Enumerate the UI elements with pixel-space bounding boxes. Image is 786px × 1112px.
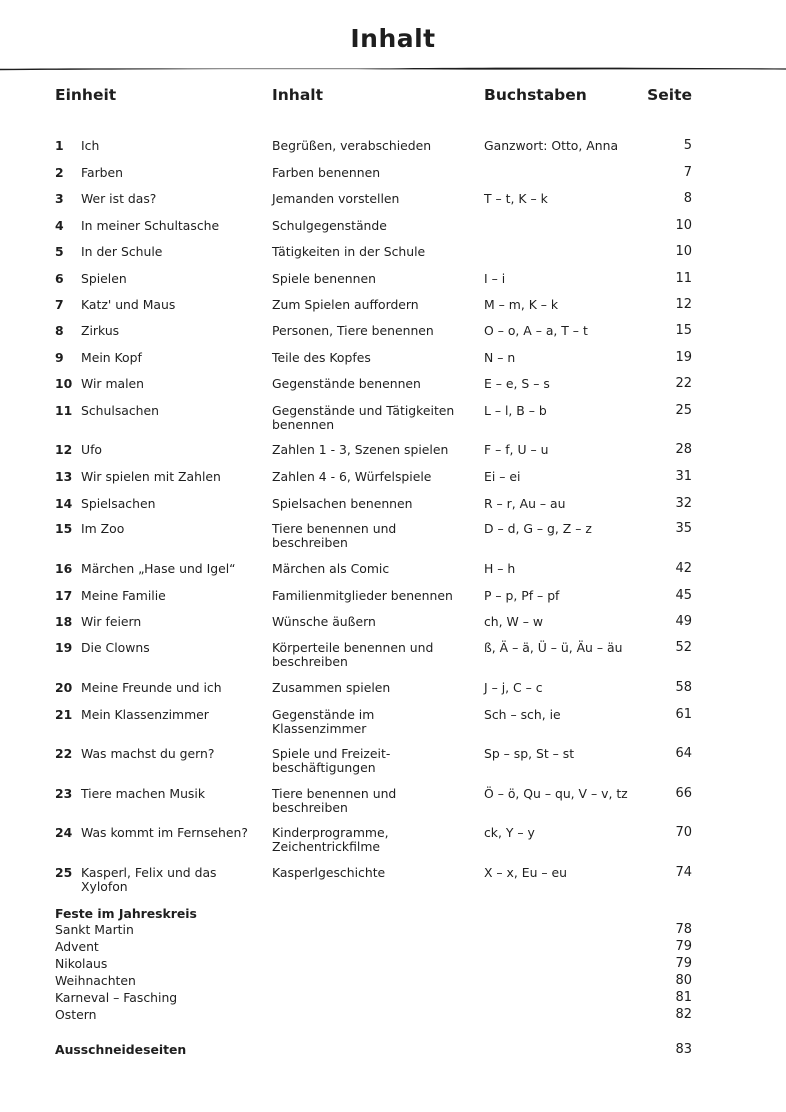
title-rule bbox=[0, 66, 786, 71]
unit-number: 9 bbox=[55, 350, 64, 365]
unit-letters: I – i bbox=[484, 271, 506, 286]
unit-content: Körperteile benennen und beschreiben bbox=[272, 640, 434, 669]
unit-number: 10 bbox=[55, 376, 73, 391]
unit-number: 14 bbox=[55, 496, 73, 511]
unit-page: 19 bbox=[675, 350, 692, 365]
unit-number: 11 bbox=[55, 403, 73, 418]
unit-content: Zusammen spielen bbox=[272, 680, 391, 695]
unit-page: 45 bbox=[675, 588, 692, 603]
unit-title: Märchen „Hase und Igel“ bbox=[81, 561, 236, 576]
column-header-page: Seite bbox=[647, 86, 692, 104]
unit-number: 22 bbox=[55, 746, 73, 761]
unit-content: Begrüßen, verabschieden bbox=[272, 138, 432, 153]
unit-page: 49 bbox=[675, 614, 692, 629]
unit-number: 13 bbox=[55, 469, 73, 484]
unit-content: Märchen als Comic bbox=[272, 561, 390, 576]
unit-page: 12 bbox=[675, 297, 692, 312]
unit-content: Spielsachen benennen bbox=[272, 496, 413, 511]
unit-content: Gegenstände benennen bbox=[272, 376, 421, 391]
unit-title: Schulsachen bbox=[81, 403, 160, 418]
unit-page: 42 bbox=[675, 561, 692, 576]
unit-number: 2 bbox=[55, 165, 64, 180]
unit-content: Spiele benennen bbox=[272, 271, 376, 286]
unit-page: 58 bbox=[675, 680, 692, 695]
unit-page: 10 bbox=[675, 218, 692, 233]
feste-item-page: 81 bbox=[675, 990, 692, 1005]
unit-content: Tiere benennen und beschreiben bbox=[272, 521, 397, 550]
unit-title: Ich bbox=[81, 138, 100, 153]
feste-item-name: Nikolaus bbox=[55, 956, 108, 971]
unit-title: Die Clowns bbox=[81, 640, 150, 655]
unit-letters: F – f, U – u bbox=[484, 442, 549, 457]
unit-page: 32 bbox=[675, 496, 692, 511]
unit-number: 8 bbox=[55, 323, 64, 338]
unit-content: Schulgegenstände bbox=[272, 218, 387, 233]
unit-page: 8 bbox=[683, 191, 692, 206]
unit-page: 64 bbox=[675, 746, 692, 761]
unit-number: 1 bbox=[55, 138, 64, 153]
unit-title: Katz' und Maus bbox=[81, 297, 176, 312]
unit-letters: J – j, C – c bbox=[484, 680, 543, 695]
unit-title: Mein Klassenzimmer bbox=[81, 707, 209, 722]
unit-number: 12 bbox=[55, 442, 73, 457]
unit-title: Zirkus bbox=[81, 323, 120, 338]
feste-item-name: Karneval – Fasching bbox=[55, 990, 178, 1005]
unit-title: Meine Familie bbox=[81, 588, 166, 603]
unit-letters: Sch – sch, ie bbox=[484, 707, 561, 722]
unit-content: Zahlen 4 - 6, Würfelspiele bbox=[272, 469, 432, 484]
unit-letters: E – e, S – s bbox=[484, 376, 550, 391]
cutout-label: Ausschneideseiten bbox=[55, 1042, 187, 1057]
unit-page: 61 bbox=[675, 707, 692, 722]
feste-item-name: Advent bbox=[55, 939, 99, 954]
unit-letters: H – h bbox=[484, 561, 516, 576]
unit-content: Jemanden vorstellen bbox=[272, 191, 400, 206]
unit-content: Kinderprogramme, Zeichentrickfilme bbox=[272, 825, 389, 854]
unit-title: Was kommt im Fernsehen? bbox=[81, 825, 248, 840]
feste-item-name: Sankt Martin bbox=[55, 922, 134, 937]
unit-number: 5 bbox=[55, 244, 64, 259]
unit-page: 31 bbox=[675, 469, 692, 484]
unit-number: 19 bbox=[55, 640, 73, 655]
unit-page: 52 bbox=[675, 640, 692, 655]
unit-title: Kasperl, Felix und das Xylofon bbox=[81, 865, 217, 894]
unit-content: Zahlen 1 - 3, Szenen spielen bbox=[272, 442, 449, 457]
unit-number: 18 bbox=[55, 614, 73, 629]
unit-title: Spielsachen bbox=[81, 496, 156, 511]
unit-letters: X – x, Eu – eu bbox=[484, 865, 568, 880]
unit-letters: Ei – ei bbox=[484, 469, 521, 484]
feste-item-page: 80 bbox=[675, 973, 692, 988]
unit-content: Tiere benennen und beschreiben bbox=[272, 786, 397, 815]
unit-title: In meiner Schultasche bbox=[81, 218, 220, 233]
unit-letters: M – m, K – k bbox=[484, 297, 559, 312]
unit-page: 15 bbox=[675, 323, 692, 338]
unit-title: Wir malen bbox=[81, 376, 145, 391]
unit-number: 25 bbox=[55, 865, 73, 880]
unit-content: Kasperlgeschichte bbox=[272, 865, 386, 880]
unit-content: Zum Spielen auffordern bbox=[272, 297, 419, 312]
unit-page: 25 bbox=[675, 403, 692, 418]
unit-number: 23 bbox=[55, 786, 73, 801]
unit-title: Ufo bbox=[81, 442, 103, 457]
unit-letters: L – l, B – b bbox=[484, 403, 547, 418]
unit-page: 35 bbox=[675, 521, 692, 536]
feste-item-name: Ostern bbox=[55, 1007, 97, 1022]
unit-number: 15 bbox=[55, 521, 73, 536]
unit-page: 66 bbox=[675, 786, 692, 801]
unit-page: 74 bbox=[675, 865, 692, 880]
unit-letters: Ö – ö, Qu – qu, V – v, tz bbox=[484, 786, 628, 801]
feste-item-page: 79 bbox=[675, 956, 692, 971]
unit-content: Tätigkeiten in der Schule bbox=[272, 244, 426, 259]
unit-number: 7 bbox=[55, 297, 64, 312]
unit-title: Im Zoo bbox=[81, 521, 125, 536]
unit-title: Spielen bbox=[81, 271, 127, 286]
unit-letters: P – p, Pf – pf bbox=[484, 588, 560, 603]
unit-title: Wir spielen mit Zahlen bbox=[81, 469, 221, 484]
unit-letters: R – r, Au – au bbox=[484, 496, 566, 511]
unit-content: Farben benennen bbox=[272, 165, 381, 180]
unit-title: Mein Kopf bbox=[81, 350, 142, 365]
cutout-page: 83 bbox=[675, 1042, 692, 1057]
unit-content: Teile des Kopfes bbox=[272, 350, 371, 365]
unit-content: Spiele und Freizeit-beschäftigungen bbox=[272, 746, 391, 775]
unit-page: 5 bbox=[683, 138, 692, 153]
unit-page: 11 bbox=[675, 271, 692, 286]
unit-title: Wer ist das? bbox=[81, 191, 157, 206]
unit-letters: T – t, K – k bbox=[484, 191, 548, 206]
page-title: Inhalt bbox=[350, 24, 436, 53]
unit-title: Meine Freunde und ich bbox=[81, 680, 222, 695]
unit-number: 16 bbox=[55, 561, 73, 576]
unit-page: 7 bbox=[683, 165, 692, 180]
unit-letters: ß, Ä – ä, Ü – ü, Äu – äu bbox=[484, 640, 623, 655]
unit-number: 24 bbox=[55, 825, 73, 840]
unit-title: Farben bbox=[81, 165, 124, 180]
unit-letters: ch, W – w bbox=[484, 614, 544, 629]
unit-letters: Ganzwort: Otto, Anna bbox=[484, 138, 619, 153]
unit-content: Gegenstände und Tätigkeiten benennen bbox=[272, 403, 455, 432]
unit-letters: D – d, G – g, Z – z bbox=[484, 521, 592, 536]
column-header-content: Inhalt bbox=[272, 86, 324, 104]
unit-letters: N – n bbox=[484, 350, 516, 365]
unit-number: 21 bbox=[55, 707, 73, 722]
unit-number: 6 bbox=[55, 271, 64, 286]
unit-title: Was machst du gern? bbox=[81, 746, 215, 761]
feste-item-page: 79 bbox=[675, 939, 692, 954]
feste-item-page: 78 bbox=[675, 922, 692, 937]
unit-page: 10 bbox=[675, 244, 692, 259]
unit-page: 28 bbox=[675, 442, 692, 457]
unit-page: 22 bbox=[675, 376, 692, 391]
column-header-letters: Buchstaben bbox=[484, 86, 587, 104]
feste-item-name: Weihnachten bbox=[55, 973, 136, 988]
unit-title: Tiere machen Musik bbox=[81, 786, 205, 801]
unit-page: 70 bbox=[675, 825, 692, 840]
unit-title: Wir feiern bbox=[81, 614, 142, 629]
unit-content: Personen, Tiere benennen bbox=[272, 323, 434, 338]
unit-letters: Sp – sp, St – st bbox=[484, 746, 575, 761]
column-header-unit: Einheit bbox=[55, 86, 117, 104]
unit-content: Familienmitglieder benennen bbox=[272, 588, 453, 603]
unit-number: 20 bbox=[55, 680, 73, 695]
unit-number: 17 bbox=[55, 588, 73, 603]
unit-content: Gegenstände im Klassenzimmer bbox=[272, 707, 375, 736]
unit-letters: O – o, A – a, T – t bbox=[484, 323, 588, 338]
unit-content: Wünsche äußern bbox=[272, 614, 376, 629]
unit-title: In der Schule bbox=[81, 244, 163, 259]
feste-item-page: 82 bbox=[675, 1007, 692, 1022]
unit-letters: ck, Y – y bbox=[484, 825, 535, 840]
feste-heading: Feste im Jahreskreis bbox=[55, 906, 197, 921]
unit-number: 3 bbox=[55, 191, 64, 206]
unit-number: 4 bbox=[55, 218, 64, 233]
